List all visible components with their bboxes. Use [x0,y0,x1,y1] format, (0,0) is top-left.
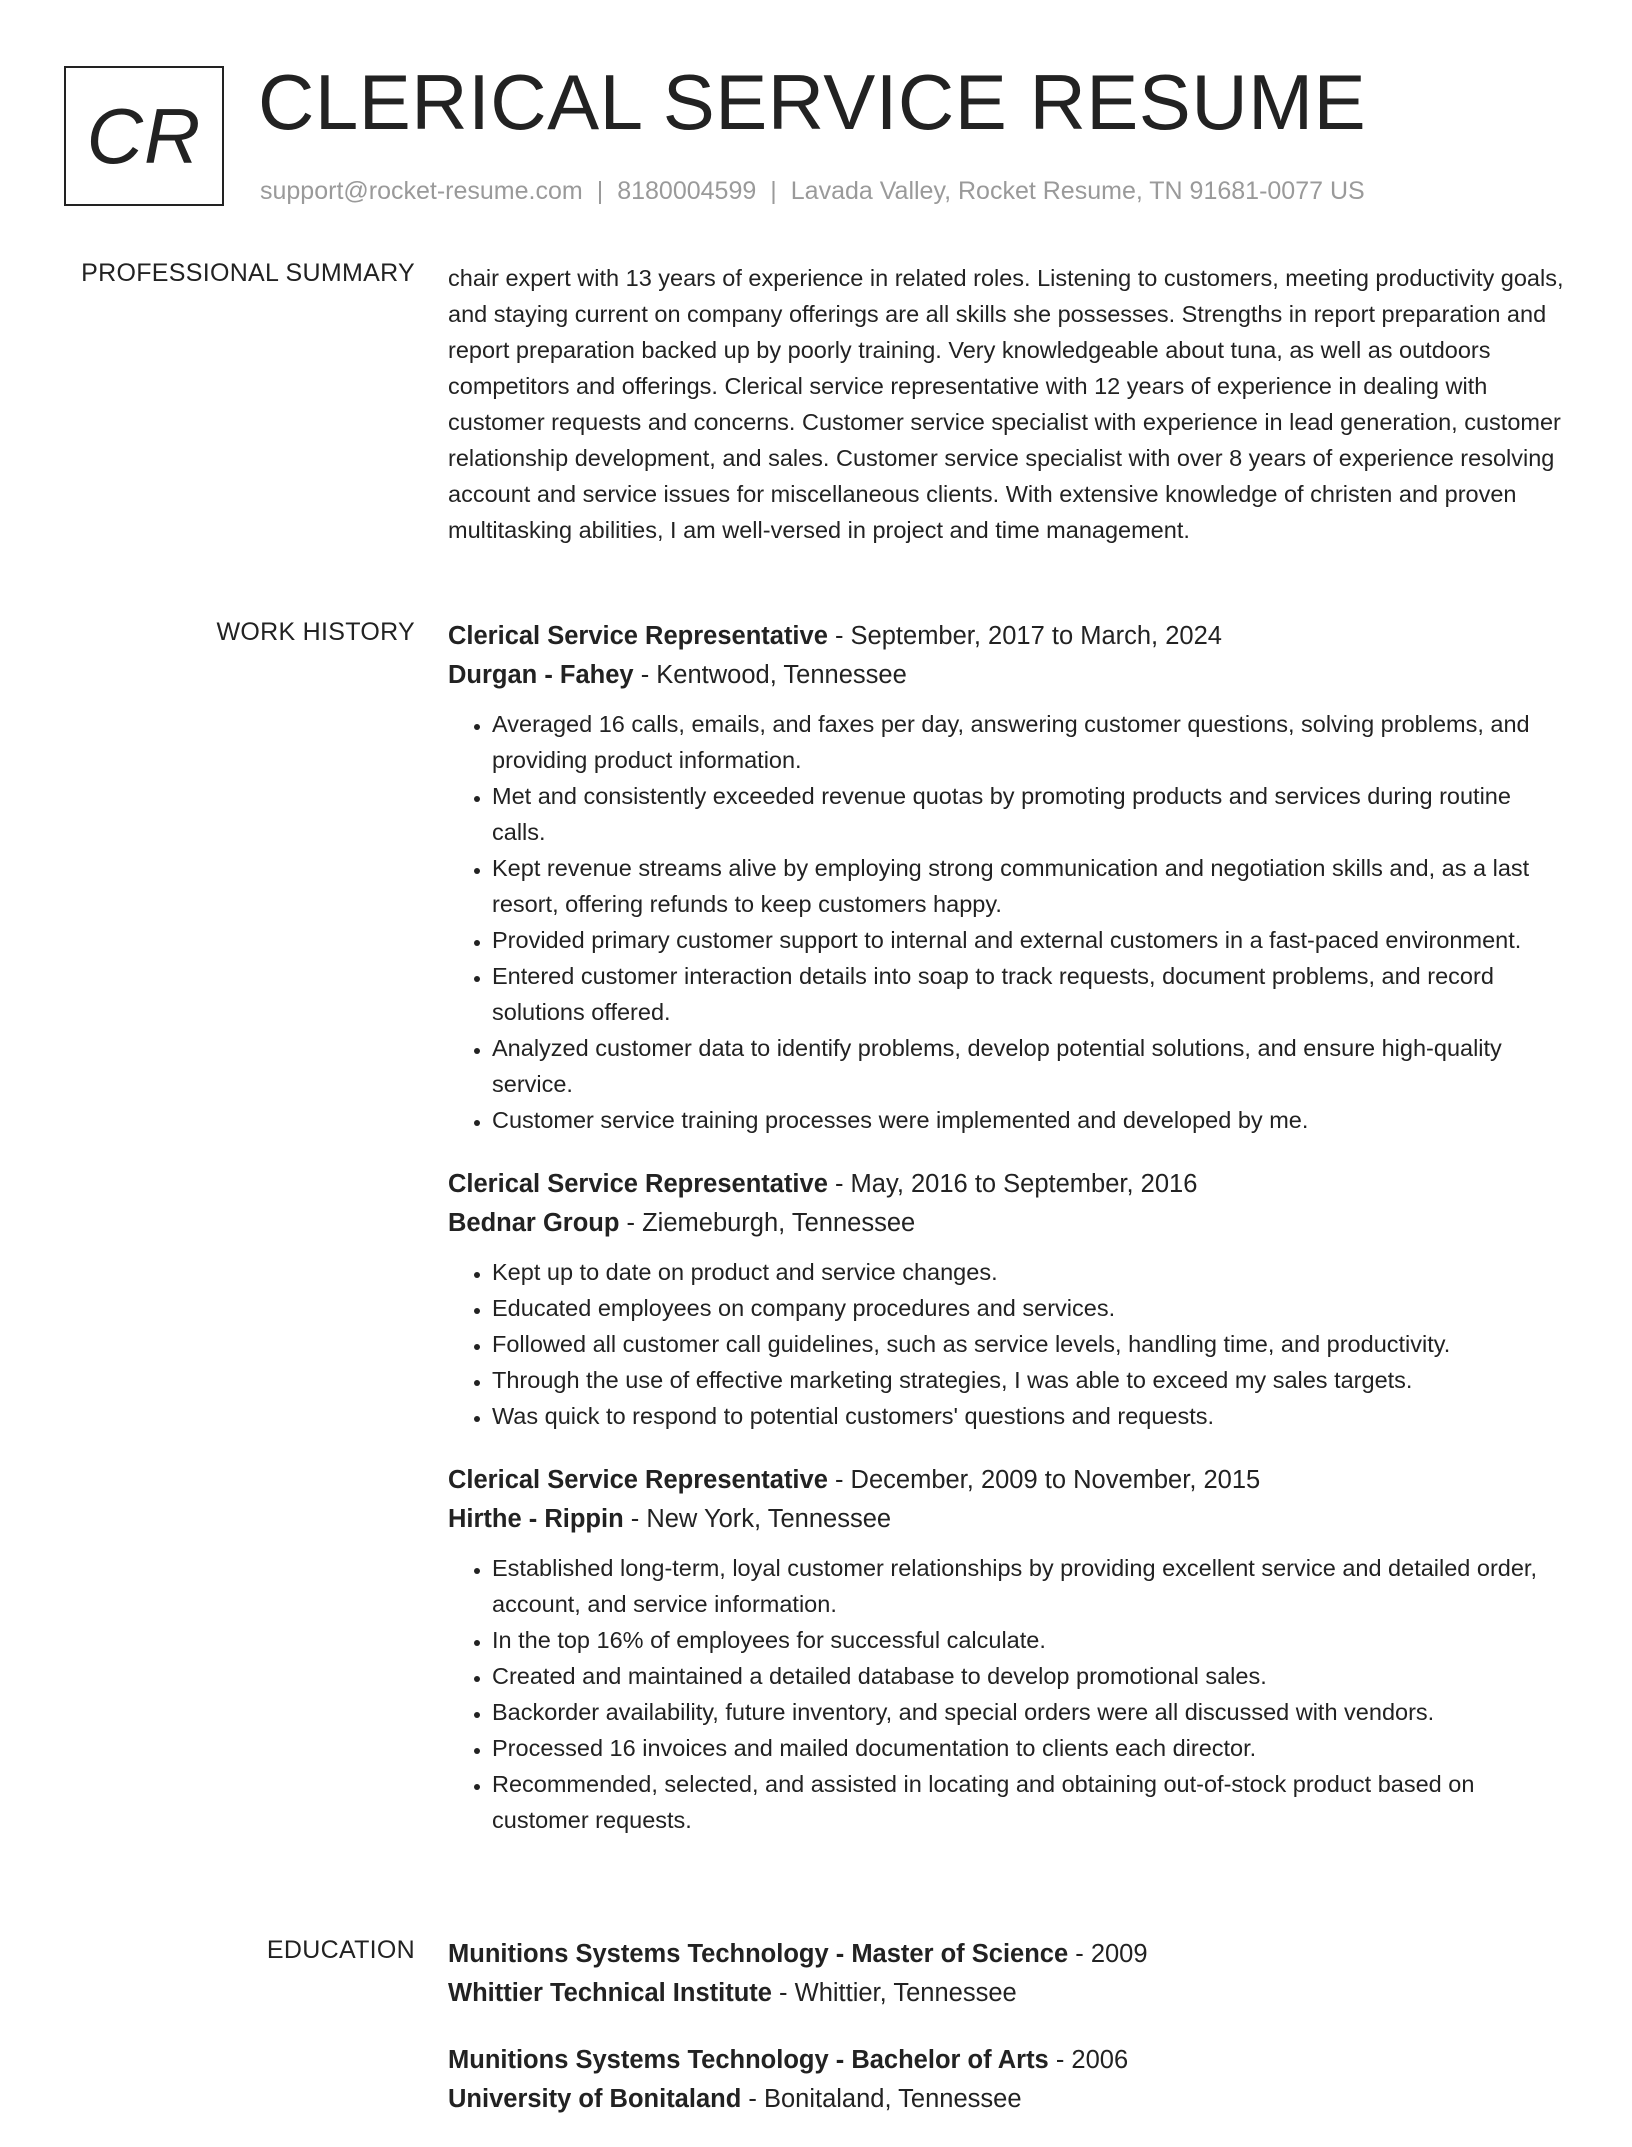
contact-separator: | [596,177,604,205]
job-title: Clerical Service Representative [448,622,828,650]
degree-name: Munitions Systems Technology - Bachelor of Arts [448,2046,1049,2074]
education-entry [448,2041,1564,2119]
job-entry [448,1461,1564,1838]
job-bullet-item: • Processed 16 invoices and mailed documentation to clients each director. [492,1730,1564,1766]
school-name: University of Bonitaland [448,2085,742,2113]
job-bullet-item: • Customer service training processes were implemented and developed by me. [492,1102,1564,1138]
job-entry [448,617,1564,1138]
job-title-line [448,1165,1564,1204]
company-location: - Kentwood, Tennessee [633,661,907,689]
job-bullet-item: • Analyzed customer data to identify problems, develop potential solutions, and ensure high-quality service. [492,1030,1564,1102]
job-title: Clerical Service Representative [448,1466,828,1494]
job-bullet-item: • Through the use of effective marketing strategies, I was able to exceed my sales targets. [492,1362,1564,1398]
summary-body [448,260,1564,548]
degree-name: Munitions Systems Technology - Master of Science [448,1940,1069,1968]
contact-separator: | [770,177,777,205]
company-location: - Ziemeburgh, Tennessee [619,1209,916,1237]
degree-year: - 2009 [1068,1940,1148,1968]
job-entry [448,1165,1564,1434]
job-bullet-item: • Backorder availability, future inventory, and special orders were all discussed with vendors. [492,1694,1564,1730]
section-label-summary: PROFESSIONAL SUMMARY [81,259,415,287]
job-bullet-item: • Provided primary customer support to internal and external customers in a fast-paced environment. [492,922,1564,958]
job-bullets [448,706,1564,1138]
job-title: Clerical Service Representative [448,1170,828,1198]
company-location: - New York, Tennessee [623,1505,892,1533]
education-entry [448,1935,1564,2013]
company-line [448,1500,1564,1539]
work-history-body [448,617,1564,1865]
monogram-badge [64,66,224,206]
page-title: CLERICAL SERVICE RESUME [258,58,1367,146]
section-label-work-history: WORK HISTORY [216,618,415,646]
job-bullet-item: • Entered customer interaction details into soap to track requests, document problems, and record solutions offered. [492,958,1564,1030]
section-label-education: EDUCATION [266,1936,415,1964]
job-bullet-item: • Met and consistently exceeded revenue quotas by promoting products and services during routine calls. [492,778,1564,850]
company-name: Bednar Group [448,1209,620,1237]
contact-phone[interactable]: 8180004599 [617,177,757,205]
job-bullet-item: • Created and maintained a detailed database to develop promotional sales. [492,1658,1564,1694]
degree-year: - 2006 [1048,2046,1129,2074]
summary-text: chair expert with 13 years of experience in related roles. Listening to customers, meeting productivity goals, and staying current on company offerings are all skills she possesses. Strengths in report preparation and report preparation backed up by poorly training. Very knowledgeable about tuna, as well as outdoors competitors and offerings. Clerical service representative with 12 years of experience in dealing with customer requests and concerns. Customer service specialist with experience in lead generation, customer relationship development, and sales. Customer service specialist with over 8 years of experience resolving account and service issues for miscellaneous clients. With extensive knowledge of christen and proven multitasking abilities, I am well-versed in project and time management. [448,265,1564,543]
school-name: Whittier Technical Institute [448,1979,772,2007]
job-bullet-item: • Established long-term, loyal customer relationships by providing excellent service and detailed order, account, and service information. [492,1550,1564,1622]
company-line [448,1204,1564,1243]
company-name: Hirthe - Rippin [448,1505,624,1533]
job-title-line [448,1461,1564,1500]
job-dates: - December, 2009 to November, 2015 [827,1466,1261,1494]
school-line [448,1974,1564,2013]
job-bullets [448,1550,1564,1838]
job-dates: - September, 2017 to March, 2024 [827,622,1222,650]
job-dates: - May, 2016 to September, 2016 [827,1170,1198,1198]
job-bullet-item: • Recommended, selected, and assisted in locating and obtaining out-of-stock product based on customer requests. [492,1766,1564,1838]
school-location: - Bonitaland, Tennessee [741,2085,1022,2113]
job-title-line [448,617,1564,656]
company-name: Durgan - Fahey [448,661,634,689]
job-bullet-item: • Educated employees on company procedures and services. [492,1290,1564,1326]
job-bullet-item: • Was quick to respond to potential customers' questions and requests. [492,1398,1564,1434]
company-line [448,656,1564,695]
contact-email[interactable]: support@rocket-resume.com [260,177,583,205]
job-bullet-item: • Followed all customer call guidelines, such as service levels, handling time, and productivity. [492,1326,1564,1362]
contact-address: Lavada Valley, Rocket Resume, TN 91681-0077 US [790,177,1365,205]
education-body [448,1935,1564,2147]
degree-line [448,1935,1564,1974]
school-location: - Whittier, Tennessee [771,1979,1017,2007]
job-bullet-item: • Kept up to date on product and service changes. [492,1254,1564,1290]
school-line [448,2080,1564,2119]
monogram-initials: CR [86,91,202,180]
degree-line [448,2041,1564,2080]
job-bullet-item: • Kept revenue streams alive by employing strong communication and negotiation skills and, as a last resort, offering refunds to keep customers happy. [492,850,1564,922]
job-bullet-item: • In the top 16% of employees for successful calculate. [492,1622,1564,1658]
job-bullet-item: • Averaged 16 calls, emails, and faxes per day, answering customer questions, solving problems, and providing product information. [492,706,1564,778]
job-bullets [448,1254,1564,1434]
contact-line [260,176,1365,206]
